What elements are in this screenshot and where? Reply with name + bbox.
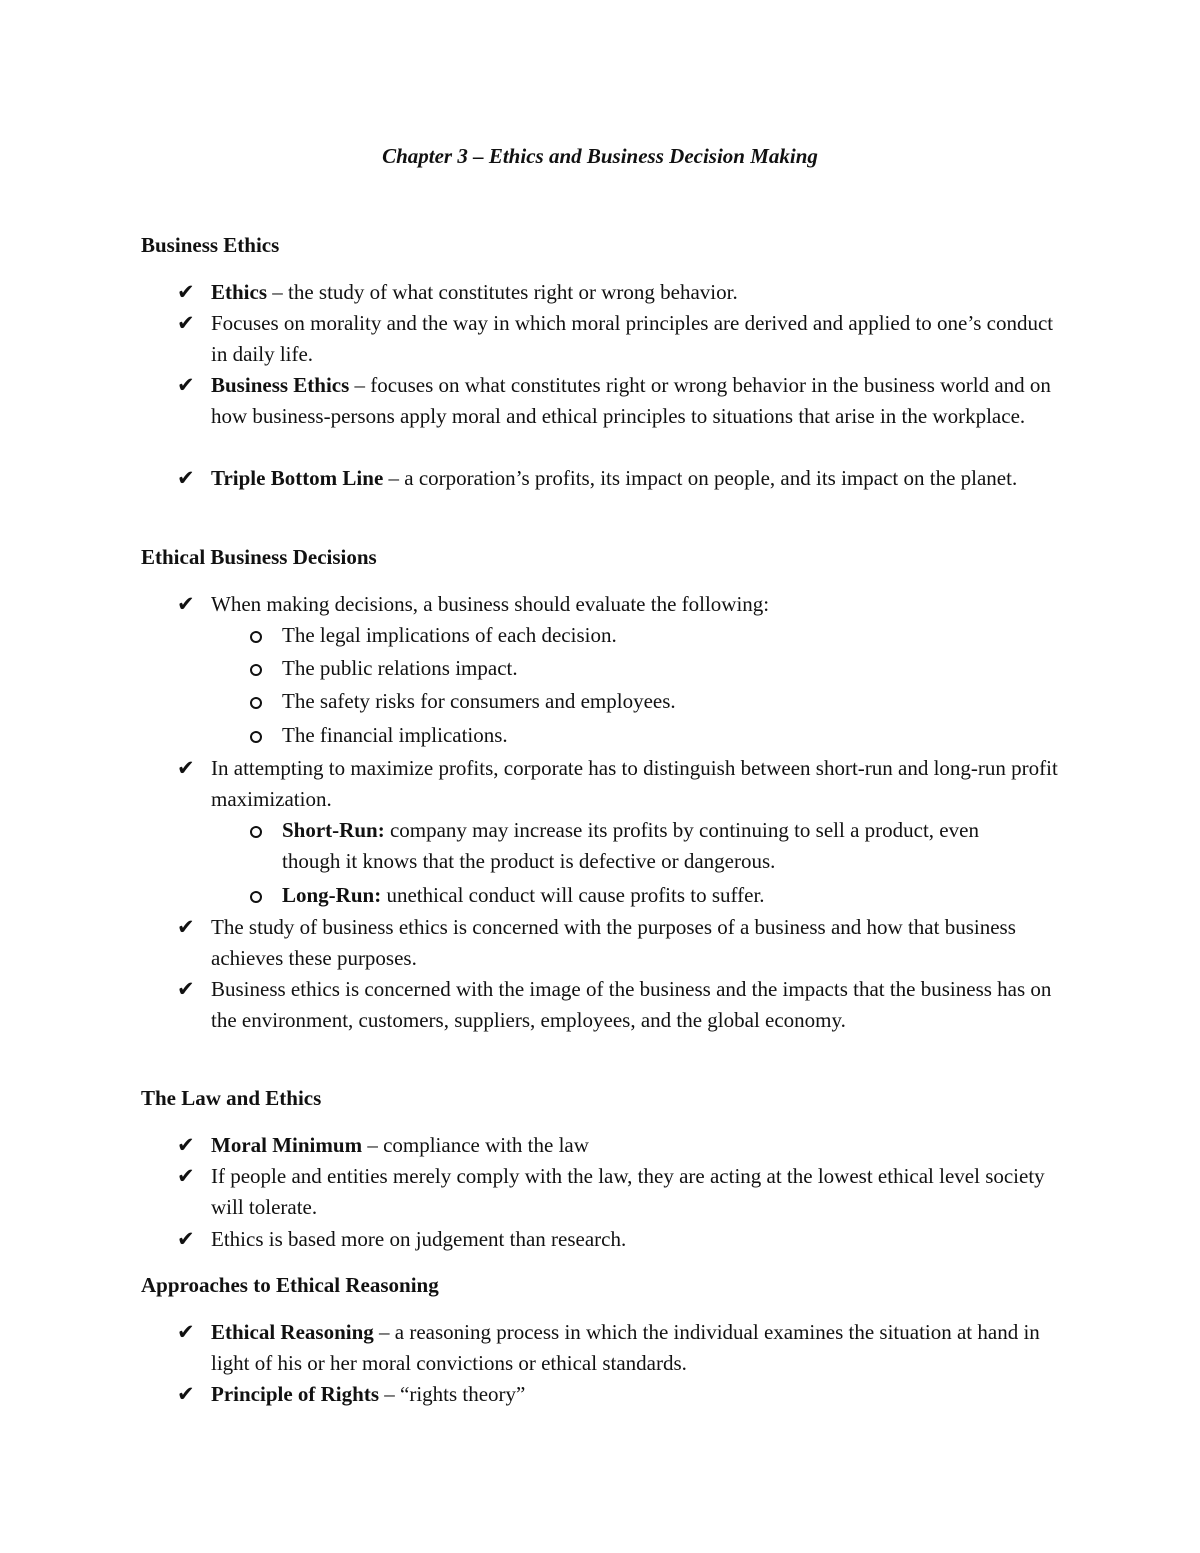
page-title: Chapter 3 – Ethics and Business Decision Making bbox=[382, 144, 818, 168]
section-heading-approaches-to-ethical-reasoning: Approaches to Ethical Reasoning bbox=[141, 1273, 439, 1297]
list-item bbox=[177, 1130, 1071, 1161]
term: Principle of Rights bbox=[211, 1382, 379, 1406]
hollow-circle-bullet-icon bbox=[250, 664, 262, 676]
checkmark-icon: ✔ bbox=[177, 592, 195, 616]
list-item bbox=[177, 912, 1071, 974]
definition: – compliance with the law bbox=[362, 1133, 589, 1157]
list-item bbox=[177, 1161, 1071, 1223]
list-item bbox=[177, 277, 1071, 308]
section-heading-ethical-business-decisions: Ethical Business Decisions bbox=[141, 545, 377, 569]
checkmark-icon: ✔ bbox=[177, 1164, 195, 1188]
sub-list-item bbox=[282, 880, 1042, 911]
term: Moral Minimum bbox=[211, 1133, 363, 1157]
section-heading-business-ethics: Business Ethics bbox=[141, 233, 280, 257]
checkmark-icon: ✔ bbox=[177, 1382, 195, 1406]
list-item bbox=[177, 1224, 1071, 1255]
definition: – a corporation’s profits, its impact on people, and its impact on the planet. bbox=[383, 466, 1018, 490]
list-item bbox=[177, 308, 1071, 370]
section-heading-law-and-ethics: The Law and Ethics bbox=[141, 1086, 322, 1110]
hollow-circle-bullet-icon bbox=[250, 631, 262, 643]
sub-list-item bbox=[282, 620, 1042, 651]
checkmark-icon: ✔ bbox=[177, 756, 195, 780]
list-item bbox=[177, 1317, 1071, 1379]
item-text: The public relations impact. bbox=[282, 656, 518, 680]
item-text: Ethics is based more on judgement than research. bbox=[211, 1227, 627, 1251]
definition: – the study of what constitutes right or wrong behavior. bbox=[267, 280, 738, 304]
checkmark-icon: ✔ bbox=[177, 311, 195, 335]
item-text: When making decisions, a business should evaluate the following: bbox=[211, 592, 770, 616]
item-text: Focuses on morality and the way in which moral principles are derived and applied to one’s conduct in daily life. bbox=[211, 311, 1054, 366]
sub-list-item bbox=[282, 653, 1042, 684]
checkmark-icon: ✔ bbox=[177, 977, 195, 1001]
sub-list-item bbox=[282, 686, 1042, 717]
checkmark-icon: ✔ bbox=[177, 1133, 195, 1157]
hollow-circle-bullet-icon bbox=[250, 891, 262, 903]
definition: – “rights theory” bbox=[379, 1382, 526, 1406]
definition: unethical conduct will cause profits to suffer. bbox=[381, 883, 765, 907]
list-item bbox=[177, 370, 1071, 432]
list-item bbox=[177, 753, 1071, 815]
checkmark-icon: ✔ bbox=[177, 373, 195, 397]
item-text: If people and entities merely comply with the law, they are acting at the lowest ethical level society will tolerate. bbox=[211, 1164, 1045, 1219]
term: Ethics bbox=[211, 280, 268, 304]
item-text: The study of business ethics is concerned with the purposes of a business and how that business achieves these purposes. bbox=[211, 915, 1016, 970]
item-text: The safety risks for consumers and employees. bbox=[282, 689, 676, 713]
list-item bbox=[177, 1379, 1071, 1410]
item-text: In attempting to maximize profits, corporate has to distinguish between short-run and long-run profit maximization. bbox=[211, 756, 1058, 811]
sub-list-item bbox=[282, 720, 1042, 751]
definition: – a reasoning process in which the individual examines the situation at hand in light of his or her moral convictions or ethical standards. bbox=[211, 1320, 1040, 1375]
checkmark-icon: ✔ bbox=[177, 1227, 195, 1251]
term: Ethical Reasoning bbox=[211, 1320, 374, 1344]
checkmark-icon: ✔ bbox=[177, 280, 195, 304]
item-text: The financial implications. bbox=[282, 723, 508, 747]
term: Triple Bottom Line bbox=[211, 466, 384, 490]
hollow-circle-bullet-icon bbox=[250, 731, 262, 743]
item-text: Business ethics is concerned with the image of the business and the impacts that the business has on the environment, customers, suppliers, employees, and the global economy. bbox=[211, 977, 1052, 1032]
hollow-circle-bullet-icon bbox=[250, 826, 262, 838]
list-item bbox=[177, 589, 1071, 620]
term: Short-Run: bbox=[282, 818, 385, 842]
sub-list-item bbox=[282, 815, 1042, 877]
checkmark-icon: ✔ bbox=[177, 915, 195, 939]
checkmark-icon: ✔ bbox=[177, 1320, 195, 1344]
definition: company may increase its profits by continuing to sell a product, even though it knows that the product is defective or dangerous. bbox=[282, 818, 979, 873]
list-item bbox=[177, 463, 1071, 494]
checkmark-icon: ✔ bbox=[177, 466, 195, 490]
item-text: The legal implications of each decision. bbox=[282, 623, 617, 647]
definition: – focuses on what constitutes right or wrong behavior in the business world and on how business-persons apply moral and ethical principles to situations that arise in the workplace. bbox=[211, 373, 1051, 428]
term: Long-Run: bbox=[282, 883, 382, 907]
hollow-circle-bullet-icon bbox=[250, 697, 262, 709]
term: Business Ethics bbox=[211, 373, 350, 397]
list-item bbox=[177, 974, 1071, 1036]
